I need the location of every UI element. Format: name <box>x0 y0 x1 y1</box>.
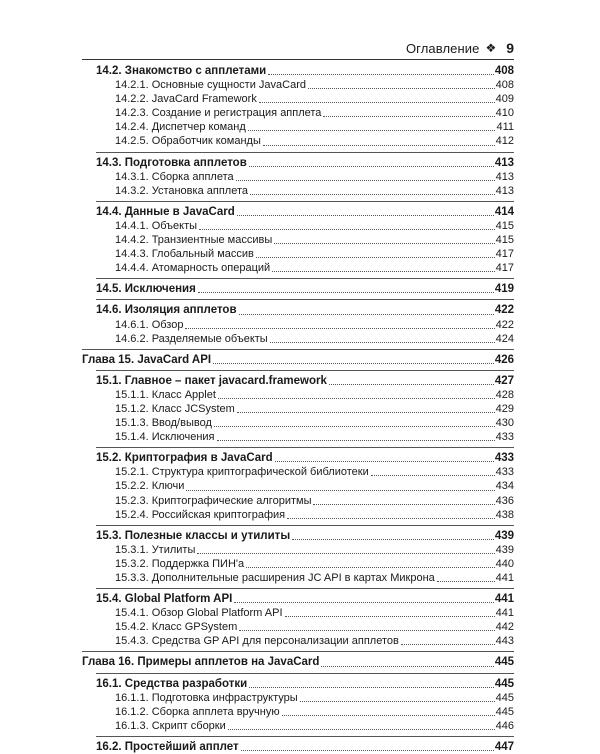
toc-entry-page: 433 <box>494 452 514 465</box>
toc-subsection[interactable] <box>82 691 514 705</box>
section-separator <box>96 447 514 448</box>
toc-entry-label: 14.3. Подготовка апплетов <box>96 156 247 169</box>
toc-subsection[interactable] <box>82 184 514 198</box>
toc-subsection[interactable] <box>82 170 514 184</box>
dot-leader <box>237 215 494 216</box>
dot-leader <box>217 440 495 441</box>
toc-subsection[interactable] <box>82 233 514 247</box>
toc-entry-page: 417 <box>495 248 514 261</box>
toc-entry-page: 422 <box>495 318 514 331</box>
dot-leader <box>292 539 494 540</box>
toc-subsection[interactable] <box>82 634 514 648</box>
toc-section[interactable] <box>82 282 514 296</box>
toc-entry-label: 15.4.3. Средства GP API для персонализации апплетов <box>115 635 399 648</box>
toc-entry-page: 408 <box>494 65 514 77</box>
dot-leader <box>300 701 495 702</box>
toc-entry-page: 422 <box>494 304 514 317</box>
toc-entry-page: 415 <box>495 234 514 247</box>
dot-leader <box>270 342 495 343</box>
toc-entry-page: 445 <box>495 691 514 704</box>
section-separator <box>96 201 514 202</box>
toc-chapter[interactable] <box>82 655 514 669</box>
toc-entry-page: 442 <box>495 621 514 634</box>
dot-leader <box>323 116 494 117</box>
toc-entry-page: 410 <box>495 107 514 120</box>
toc-section[interactable] <box>82 740 514 754</box>
toc-entry-label: 15.2.1. Структура криптографической библиотеки <box>115 466 369 479</box>
section-separator <box>96 736 514 737</box>
toc-entry-label: 14.3.2. Установка апплета <box>115 184 248 197</box>
toc-entry-page: 438 <box>495 508 514 521</box>
toc-entry-page: 441 <box>495 572 514 584</box>
toc-entry-page: 434 <box>495 480 514 493</box>
dot-leader <box>185 328 494 329</box>
toc-entry-page: 440 <box>495 557 514 570</box>
dot-leader <box>275 461 494 462</box>
toc-entry-label: 16.1.3. Скрипт сборки <box>115 719 226 732</box>
toc-entry-page: 417 <box>495 262 514 275</box>
toc-subsection[interactable] <box>82 430 514 444</box>
dot-leader <box>272 271 494 272</box>
toc-entry-page: 439 <box>494 529 514 542</box>
toc-entry-page: 443 <box>495 635 514 648</box>
toc-section[interactable] <box>82 592 514 606</box>
toc-entry-label: 15.4. Global Platform API <box>96 593 233 606</box>
toc-subsection[interactable] <box>82 261 514 275</box>
toc-entry-page: 447 <box>494 740 514 753</box>
toc-section[interactable] <box>82 529 514 543</box>
dot-leader <box>250 194 495 195</box>
dot-leader <box>241 750 494 751</box>
toc-entry-page: 433 <box>495 466 514 479</box>
toc-entry-label: 14.4.4. Атомарность операций <box>115 262 271 275</box>
toc-subsection[interactable] <box>82 508 514 522</box>
toc-entry-label: 16.1. Средства разработки <box>96 677 248 690</box>
toc-entry-page: 415 <box>495 219 514 232</box>
dot-leader <box>248 130 496 131</box>
toc-subsection[interactable] <box>82 557 514 571</box>
toc-entry-label: 15.4.2. Класс GPSystem <box>115 621 238 634</box>
toc-entry-label: 14.2. Знакомство с апплетами <box>96 65 267 77</box>
toc-entry-page: 427 <box>494 374 514 387</box>
toc-entry-label: 15.3.1. Утилиты <box>115 543 196 556</box>
toc-entry-page: 411 <box>496 121 514 134</box>
toc-entry-label: Глава 16. Примеры апплетов на JavaCard <box>82 656 320 669</box>
toc-entry-label: 14.4.3. Глобальный массив <box>115 248 254 261</box>
toc-subsection[interactable] <box>82 479 514 493</box>
toc-entry-label: 14.3.1. Сборка апплета <box>115 170 234 183</box>
dot-leader <box>218 398 495 399</box>
ornament-icon: ❖ <box>485 41 497 55</box>
dot-leader <box>239 630 494 631</box>
toc-entry-page: 433 <box>495 431 514 444</box>
header-page-number: 9 <box>506 40 514 56</box>
toc-entry-page: 412 <box>495 135 514 148</box>
table-of-contents <box>82 64 514 754</box>
toc-entry-page: 446 <box>495 719 514 732</box>
toc-subsection[interactable] <box>82 219 514 233</box>
toc-entry-label: 14.2.2. JavaCard Framework <box>115 93 257 106</box>
toc-entry-page: 428 <box>495 388 514 401</box>
dot-leader <box>237 412 495 413</box>
toc-section[interactable] <box>82 64 514 78</box>
toc-entry-label: 14.4.1. Объекты <box>115 219 198 232</box>
dot-leader <box>313 504 494 505</box>
toc-entry-label: 15.2. Криптография в JavaCard <box>96 452 273 465</box>
header-title: Оглавление <box>405 40 480 56</box>
toc-subsection[interactable] <box>82 543 514 557</box>
toc-entry-label: 15.2.3. Криптографические алгоритмы <box>115 494 312 507</box>
section-separator <box>96 299 514 300</box>
dot-leader <box>401 644 495 645</box>
toc-entry-page: 409 <box>495 93 514 106</box>
toc-section[interactable] <box>82 156 514 170</box>
dot-leader <box>308 88 495 89</box>
toc-entry-label: Глава 15. JavaCard API <box>82 353 212 366</box>
dot-leader <box>214 426 495 427</box>
dot-leader <box>249 166 494 167</box>
section-separator <box>82 651 514 652</box>
toc-entry-page: 408 <box>495 79 514 92</box>
dot-leader <box>282 715 495 716</box>
toc-section[interactable] <box>82 374 514 388</box>
section-separator <box>82 349 514 350</box>
toc-subsection[interactable] <box>82 402 514 416</box>
toc-entry-label: 14.6. Изоляция апплетов <box>96 304 237 317</box>
toc-subsection[interactable] <box>82 388 514 402</box>
dot-leader <box>259 102 495 103</box>
toc-entry-label: 14.2.5. Обработчик команды <box>115 135 261 148</box>
toc-subsection[interactable] <box>82 78 514 92</box>
toc-subsection[interactable] <box>82 416 514 430</box>
toc-entry-page: 441 <box>494 593 514 606</box>
toc-entry-page: 445 <box>495 705 514 718</box>
header-rule <box>82 59 514 60</box>
toc-subsection[interactable] <box>82 719 514 733</box>
toc-entry-label: 16.2. Простейший апплет <box>96 740 239 753</box>
dot-leader <box>246 567 495 568</box>
dot-leader <box>274 243 494 244</box>
dot-leader <box>249 687 494 688</box>
dot-leader <box>321 666 493 667</box>
section-separator <box>96 278 514 279</box>
dot-leader <box>234 602 493 603</box>
toc-entry-label: 14.2.3. Создание и регистрация апплета <box>115 107 322 120</box>
toc-entry-label: 15.1.2. Класс JCSystem <box>115 402 235 415</box>
toc-subsection[interactable] <box>82 318 514 332</box>
toc-entry-label: 15.2.4. Российская криптография <box>115 508 286 521</box>
dot-leader <box>256 257 495 258</box>
dot-leader <box>197 553 494 554</box>
toc-entry-label: 15.1. Главное – пакет javacard.framework <box>96 374 327 387</box>
toc-entry-label: 15.2.2. Ключи <box>115 480 185 493</box>
toc-entry-page: 429 <box>495 402 514 415</box>
toc-subsection[interactable] <box>82 106 514 120</box>
toc-subsection[interactable] <box>82 332 514 346</box>
toc-entry-label: 15.3.2. Поддержка ПИН'а <box>115 557 245 570</box>
toc-entry-page: 439 <box>495 543 514 556</box>
toc-entry-page: 413 <box>494 156 514 169</box>
dot-leader <box>236 180 495 181</box>
toc-subsection[interactable] <box>82 465 514 479</box>
toc-subsection[interactable] <box>82 606 514 620</box>
dot-leader <box>199 229 495 230</box>
toc-entry-label: 14.5. Исключения <box>96 283 196 296</box>
dot-leader <box>186 490 494 491</box>
toc-entry-label: 15.3.3. Дополнительные расширения JC API в картах Микрона <box>115 572 435 584</box>
toc-entry-page: 441 <box>495 607 514 620</box>
toc-entry-label: 15.3. Полезные классы и утилиты <box>96 529 291 542</box>
section-separator <box>96 152 514 153</box>
dot-leader <box>371 475 495 476</box>
running-header <box>406 40 514 56</box>
dot-leader <box>437 581 495 582</box>
toc-entry-page: 413 <box>495 170 514 183</box>
toc-section[interactable] <box>82 303 514 317</box>
toc-entry-page: 424 <box>495 332 514 345</box>
toc-subsection[interactable] <box>82 120 514 134</box>
dot-leader <box>268 74 494 75</box>
toc-entry-page: 413 <box>495 184 514 197</box>
dot-leader <box>329 384 494 385</box>
section-separator <box>96 370 514 371</box>
toc-entry-label: 14.2.4. Диспетчер команд <box>115 121 246 134</box>
section-separator <box>96 525 514 526</box>
toc-entry-label: 15.1.1. Класс Applet <box>115 388 216 401</box>
toc-subsection[interactable] <box>82 134 514 148</box>
toc-subsection[interactable] <box>82 92 514 106</box>
toc-entry-page: 436 <box>495 494 514 507</box>
dot-leader <box>285 616 495 617</box>
toc-entry-label: 14.6.2. Разделяемые объекты <box>115 332 268 345</box>
dot-leader <box>287 518 495 519</box>
toc-entry-label: 14.6.1. Обзор <box>115 318 184 331</box>
toc-entry-page: 445 <box>494 677 514 690</box>
dot-leader <box>263 145 495 146</box>
toc-entry-page: 445 <box>494 656 514 669</box>
toc-entry-label: 15.4.1. Обзор Global Platform API <box>115 607 283 620</box>
dot-leader <box>228 729 495 730</box>
dot-leader <box>239 314 494 315</box>
toc-entry-label: 15.1.3. Ввод/вывод <box>115 417 212 430</box>
section-separator <box>96 588 514 589</box>
toc-section[interactable] <box>82 451 514 465</box>
toc-entry-page: 430 <box>495 417 514 430</box>
toc-entry-page: 426 <box>494 353 514 366</box>
toc-subsection[interactable] <box>82 620 514 634</box>
section-separator <box>96 673 514 674</box>
toc-entry-label: 16.1.1. Подготовка инфраструктуры <box>115 691 298 704</box>
toc-entry-label: 14.4.2. Транзиентные массивы <box>115 234 273 247</box>
toc-chapter[interactable] <box>82 353 514 367</box>
toc-subsection[interactable] <box>82 571 514 585</box>
toc-subsection[interactable] <box>82 705 514 719</box>
toc-entry-label: 15.1.4. Исключения <box>115 431 215 444</box>
toc-section[interactable] <box>82 205 514 219</box>
toc-entry-label: 16.1.2. Сборка апплета вручную <box>115 705 280 718</box>
toc-entry-page: 414 <box>494 205 514 218</box>
toc-entry-page: 419 <box>494 283 514 296</box>
toc-section[interactable] <box>82 677 514 691</box>
toc-entry-label: 14.4. Данные в JavaCard <box>96 205 235 218</box>
dot-leader <box>213 363 494 364</box>
toc-entry-label: 14.2.1. Основные сущности JavaCard <box>115 79 307 92</box>
toc-subsection[interactable] <box>82 494 514 508</box>
toc-subsection[interactable] <box>82 247 514 261</box>
dot-leader <box>198 292 494 293</box>
